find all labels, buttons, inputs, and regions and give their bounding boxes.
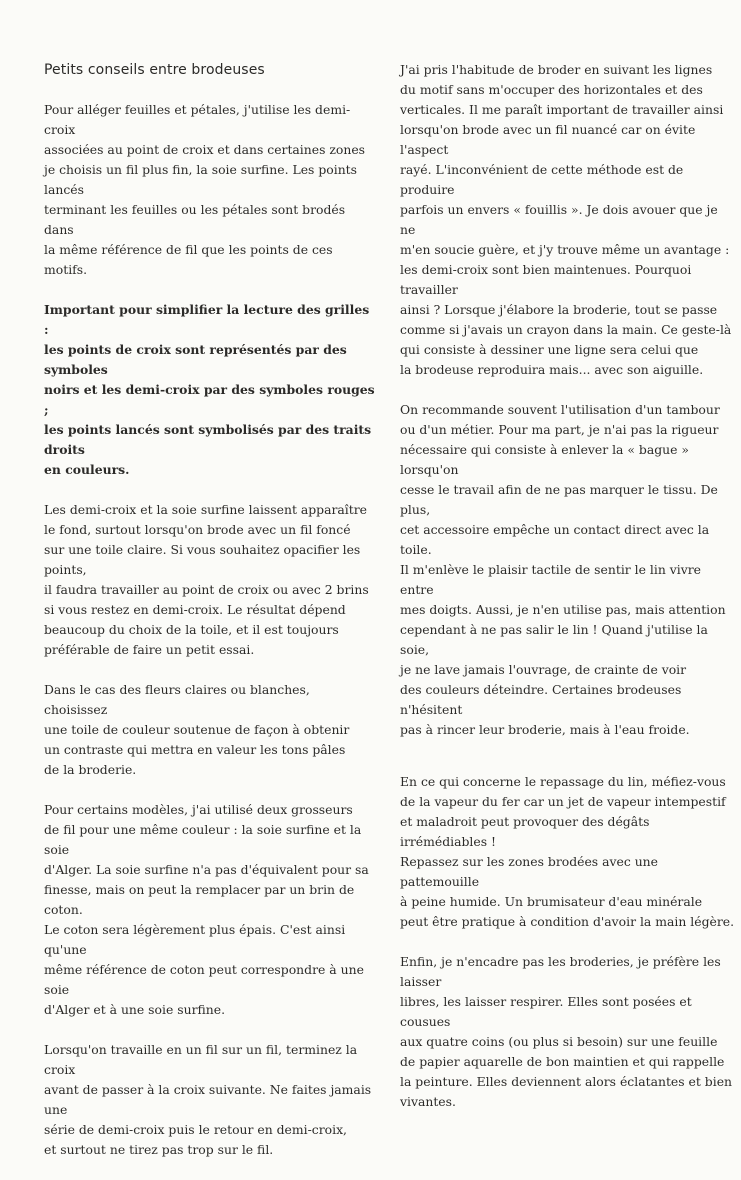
- paragraph-grosseurs-fil: Pour certains modèles, j'ai utilisé deux grosseurs de fil pour une même couleur : la soie surfine et la soie d'Alger. La soie surfine n'a pas d'équivalent pour sa finesse, mais on peut la remplacer par un brin de coton. Le coton sera légèrement plus épais. C'est ainsi qu'une même référence de coton peut correspondre à une soie d'Alger et à une soie surfine.: [44, 802, 369, 1017]
- section-heading: Petits conseils entre brodeuses: [44, 62, 265, 78]
- paragraph-fil-sur-fil: Lorsqu'on travaille en un fil sur un fil, terminez la croix avant de passer à la croix suivante. Ne faites jamais une série de demi-croix puis le retour en demi-croix, et surtout ne tirez pas trop sur le fil.: [44, 1042, 372, 1157]
- paragraph-repassage: En ce qui concerne le repassage du lin, méfiez-vous de la vapeur du fer car un jet de vapeur intempestif et maladroit peut provoquer des dégâts irrémédiables ! Repassez sur les zones brodées avec une pattemouille à peine humide. Un brumisateur d'eau minérale peut être pratique à condition d'avoir la main légère.: [400, 774, 735, 929]
- paragraph-tambour: On recommande souvent l'utilisation d'un tambour ou d'un métier. Pour ma part, je n'ai pas la rigueur nécessaire qui consiste à enlever la « bague » lorsqu'on cesse le travail afin de ne pas marquer le tissu. De plus, cet accessoire empêche un contact direct avec la toile. Il m'enlève le plaisir tactile de sentir le lin vivre entre mes doigts. Aussi, je n'en utilise pas, mais attention cependant à ne pas salir le lin ! Quand j'utilise la soie, je ne lave jamais l'ouvrage, de crainte de voir des couleurs déteindre. Certaines brodeuses n'hésitent pas à rincer leur broderie, mais à l'eau froide.: [400, 402, 726, 737]
- left-column: [44, 60, 376, 1180]
- paragraph-demi-croix: Pour alléger feuilles et pétales, j'utilise les demi-croix associées au point de croix et dans certaines zones je choisis un fil plus fin, la soie surfine. Les points lancés terminant les feuilles ou les pétales sont brodés dans la même référence de fil que les points de ces motifs.: [44, 102, 366, 277]
- paragraph-encadrement: Enfin, je n'encadre pas les broderies, je préfère les laisser libres, les laisser respirer. Elles sont posées et cousues aux quatre coins (ou plus si besoin) sur une feuille de papier aquarelle de bon maintien et qui rappelle la peinture. Elles deviennent alors éclatantes et bien vivantes.: [400, 954, 733, 1109]
- paragraph-important: Important pour simplifier la lecture des grilles : les points de croix sont représentés par des symboles noirs et les demi-croix par des symboles rouges ; les points lancés sont symbolisés par des traits droits en couleurs.: [44, 302, 375, 477]
- paragraph-fleurs-claires: Dans le cas des fleurs claires ou blanches, choisissez une toile de couleur soutenue de façon à obtenir un contraste qui mettra en valeur les tons pâles de la broderie.: [44, 682, 350, 777]
- paragraph-soie-surfine: Les demi-croix et la soie surfine laissent apparaître le fond, surtout lorsqu'on brode avec un fil foncé sur une toile claire. Si vous souhaitez opacifier les points, il faudra travailler au point de croix ou avec 2 brins si vous restez en demi-croix. Le résultat dépend beaucoup du choix de la toile, et il est toujours préférable de faire un petit essai.: [44, 502, 369, 657]
- right-column: [400, 60, 735, 1132]
- paragraph-lignes-motif: J'ai pris l'habitude de broder en suivant les lignes du motif sans m'occuper des horizontales et des verticales. Il me paraît important de travailler ainsi lorsqu'on brode avec un fil nuancé car on évite l'aspect rayé. L'inconvénient de cette méthode est de produire parfois un envers « fouillis ». Je dois avouer que je ne m'en soucie guère, et j'y trouve même un avantage : les demi-croix sont bien maintenues. Pourquoi travailler ainsi ? Lorsque j'élabore la broderie, tout se passe comme si j'avais un crayon dans la main. Ce geste-là qui consiste à dessiner une ligne sera celui que la brodeuse reproduira mais... avec son aiguille.: [400, 62, 732, 377]
